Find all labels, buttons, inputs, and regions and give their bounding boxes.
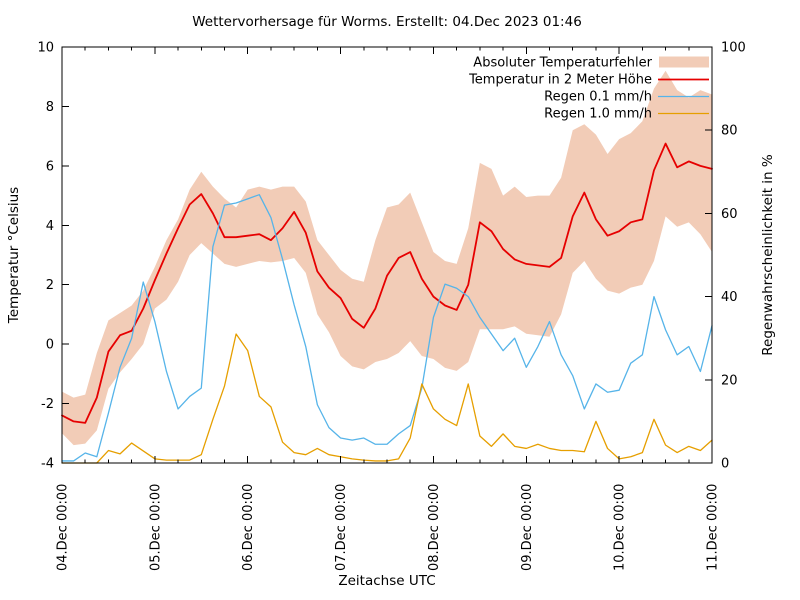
x-tick-label: 08.Dec 00:00 [426, 483, 442, 571]
legend-label-rain-01: Regen 0.1 mm/h [544, 89, 652, 105]
y-left-tick-label: 8 [45, 99, 54, 115]
x-tick-label: 11.Dec 00:00 [705, 483, 721, 571]
x-tick-label: 05.Dec 00:00 [148, 483, 164, 571]
y-left-tick-label: 0 [45, 337, 54, 353]
y-left-tick-label: 6 [45, 159, 54, 175]
legend-swatch-error-band [659, 57, 709, 68]
y-left-tick-label: 2 [45, 278, 54, 294]
x-tick-label: 07.Dec 00:00 [334, 483, 350, 571]
x-tick-label: 06.Dec 00:00 [241, 483, 257, 571]
error-band-layer [62, 71, 712, 445]
y-right-tick-label: 20 [721, 373, 738, 389]
y-right-axis-label: Regenwahrscheinlichkeit in % [760, 154, 776, 356]
x-axis-label: Zeitachse UTC [338, 573, 436, 589]
y-left-tick-label: -2 [41, 397, 54, 413]
y-right-tick-label: 0 [721, 456, 730, 472]
legend-label-rain-10: Regen 1.0 mm/h [544, 106, 652, 122]
x-tick-label: 10.Dec 00:00 [612, 483, 628, 571]
y-right-tick-label: 100 [721, 40, 746, 56]
y-left-tick-label: -4 [41, 456, 54, 472]
y-left-tick-label: 4 [45, 218, 54, 234]
x-tick-label: 09.Dec 00:00 [519, 483, 535, 571]
legend-label-temperature: Temperatur in 2 Meter Höhe [469, 72, 652, 88]
chart-title: Wettervorhersage für Worms. Erstellt: 04.Dec 2023 01:46 [192, 14, 582, 30]
y-left-tick-label: 10 [37, 40, 54, 56]
y-right-tick-label: 40 [721, 290, 738, 306]
y-right-tick-label: 60 [721, 206, 738, 222]
y-left-axis-label: Temperatur °Celsius [6, 186, 22, 324]
y-right-tick-label: 80 [721, 123, 738, 139]
error-band [62, 71, 712, 445]
legend-label-error-band: Absoluter Temperaturfehler [473, 55, 652, 71]
x-tick-label: 04.Dec 00:00 [55, 483, 71, 571]
